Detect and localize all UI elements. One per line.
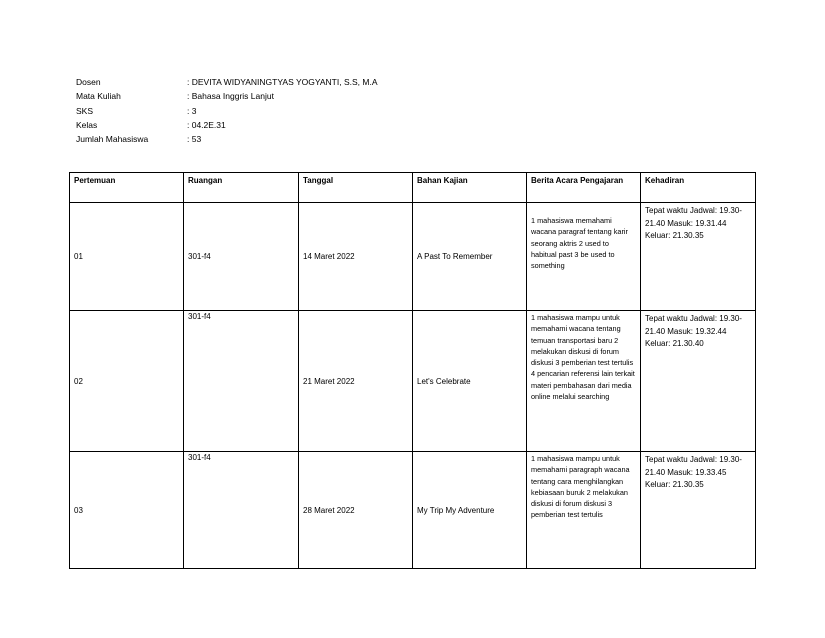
info-label: SKS	[76, 105, 94, 116]
info-value: : Bahasa Inggris Lanjut	[187, 91, 274, 102]
cell-ruangan: 301-f4	[184, 203, 299, 311]
attendance-table	[69, 172, 756, 569]
cell-ruangan: 301-f4	[184, 311, 299, 452]
info-value: : 3	[187, 105, 197, 116]
column-header-berita-acara: Berita Acara Pengajaran	[527, 173, 641, 203]
cell-kehadiran: Tepat waktu Jadwal: 19.30-21.40 Masuk: 19.33.45 Keluar: 21.30.35	[641, 452, 756, 569]
cell-bahan-kajian: My Trip My Adventure	[413, 452, 527, 569]
cell-pertemuan: 02	[70, 311, 184, 452]
info-label: Jumlah Mahasiswa	[76, 134, 149, 145]
info-row-jumlah-mahasiswa	[76, 132, 378, 146]
cell-bahan-kajian: Let's Celebrate	[413, 311, 527, 452]
cell-ruangan: 301-f4	[184, 452, 299, 569]
info-row-kelas	[76, 118, 378, 132]
cell-kehadiran: Tepat waktu Jadwal: 19.30-21.40 Masuk: 19.31.44 Keluar: 21.30.35	[641, 203, 756, 311]
info-row-dosen	[76, 75, 378, 89]
column-header-kehadiran: Kehadiran	[641, 173, 756, 203]
info-label: Mata Kuliah	[76, 91, 121, 102]
table-row	[70, 203, 756, 311]
info-value: : DEVITA WIDYANINGTYAS YOGYANTI, S.S, M.A	[187, 77, 378, 87]
cell-kehadiran: Tepat waktu Jadwal: 19.30-21.40 Masuk: 19.32.44 Keluar: 21.30.40	[641, 311, 756, 452]
cell-berita-acara-text: 1 mahasiswa mampu untuk memahami paragraph wacana tentang cara menghilangkan kebiasaan buruk 2 melakukan diskusi di forum diskusi 3 pemberian test tertulis	[531, 454, 630, 520]
cell-pertemuan: 03	[70, 452, 184, 569]
cell-tanggal: 14 Maret 2022	[299, 203, 413, 311]
cell-tanggal: 21 Maret 2022	[299, 311, 413, 452]
info-label: Kelas	[76, 119, 98, 130]
cell-berita-acara	[527, 311, 641, 452]
table-row	[70, 452, 756, 569]
cell-bahan-kajian: A Past To Remember	[413, 203, 527, 311]
course-info	[76, 75, 378, 146]
info-label: Dosen	[76, 77, 101, 87]
column-header-ruangan: Ruangan	[184, 173, 299, 203]
column-header-bahan-kajian: Bahan Kajian	[413, 173, 527, 203]
cell-tanggal: 28 Maret 2022	[299, 452, 413, 569]
info-row-mata-kuliah	[76, 89, 378, 103]
cell-berita-acara: 1 mahasiswa memahami wacana paragraf tentang karir seorang aktris 2 used to habitual past 3 be used to something	[527, 203, 641, 311]
cell-pertemuan: 01	[70, 203, 184, 311]
table-header-row	[70, 173, 756, 203]
info-row-sks	[76, 104, 378, 118]
table-row	[70, 311, 756, 452]
column-header-tanggal: Tanggal	[299, 173, 413, 203]
info-value: : 04.2E.31	[187, 119, 226, 130]
cell-berita-acara	[527, 452, 641, 569]
info-value: : 53	[187, 134, 202, 145]
column-header-pertemuan: Pertemuan	[70, 173, 184, 203]
cell-berita-acara-text: 1 mahasiswa mampu untuk memahami wacana tentang temuan transportasi baru 2 melakukan diskusi di forum diskusi 3 pemberian test tertulis 4 pencarian referensi lain terkait materi pembahasan dari media online melalui searching	[531, 313, 635, 402]
